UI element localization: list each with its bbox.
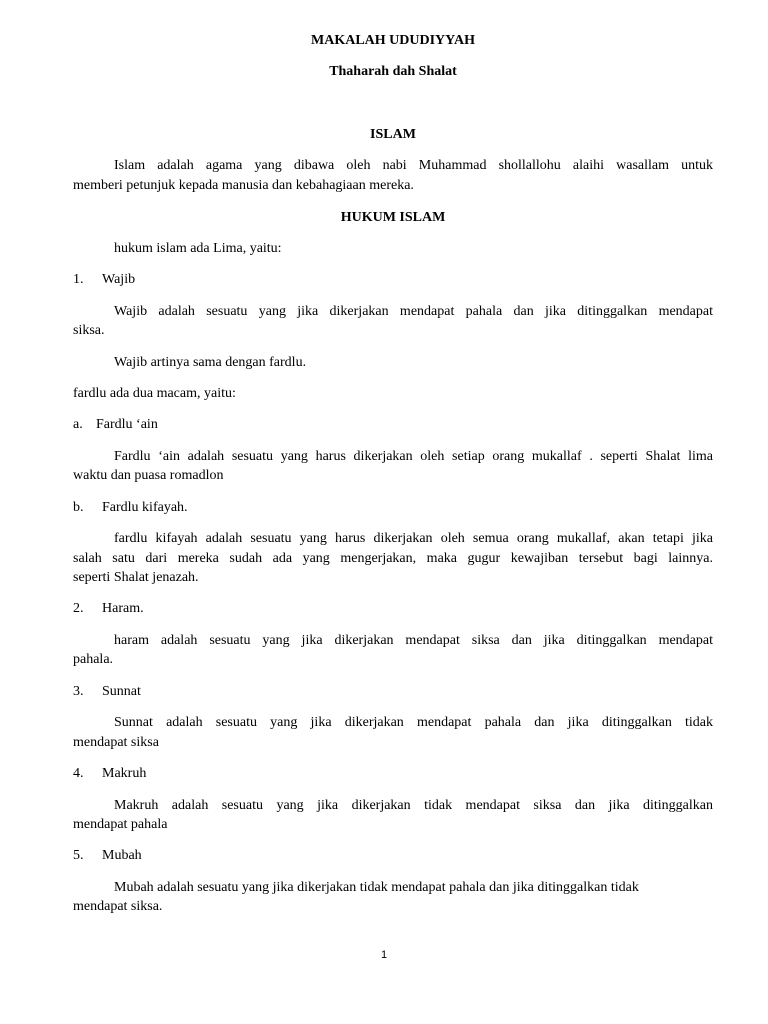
list-label: Fardlu ‘ain [96,417,158,432]
list-number: 3. [73,684,84,699]
fardlu-kinds-intro: fardlu ada dua macam, yaitu: [73,386,236,401]
paragraph-islam-line-1: Islam adalah agama yang dibawa oleh nabi Muhammad shollallohu alaihi wasallam untuk [114,158,713,173]
list-letter: a. [73,417,83,432]
list-letter: b. [73,500,84,515]
list-number: 5. [73,848,84,863]
list-number: 4. [73,766,84,781]
heading-islam: ISLAM [370,127,416,142]
heading-hukum-islam: HUKUM ISLAM [340,210,446,225]
list-label: Wajib [102,272,136,287]
list-label: Haram. [102,601,144,616]
document-title: MAKALAH UDUDIYYAH [311,33,475,48]
haram-line-1: haram adalah sesuatu yang jika dikerjakan mendapat siksa dan jika ditinggalkan mendapat [114,633,713,648]
document-subtitle: Thaharah dah Shalat [329,64,457,79]
sunnat-line-1: Sunnat adalah sesuatu yang jika dikerjakan mendapat pahala dan jika ditinggalkan tidak [114,715,713,730]
mubah-line-2: mendapat siksa. [73,899,163,914]
fardlu-kifayah-line-1: fardlu kifayah adalah sesuatu yang harus dikerjakan oleh semua orang mukallaf, akan tetapi jika [114,531,713,546]
hukum-intro: hukum islam ada Lima, yaitu: [114,241,282,256]
fardlu-kifayah-line-2: salah satu dari mereka sudah ada yang mengerjakan, maka gugur kewajiban tersebut bagi lainnya. [73,551,713,566]
wajib-synonym: Wajib artinya sama dengan fardlu. [114,355,307,370]
list-label: Sunnat [102,684,141,699]
sunnat-line-2: mendapat siksa [73,735,159,750]
page-number: 1 [380,949,388,961]
fardlu-kifayah-line-3: seperti Shalat jenazah. [73,570,199,585]
fardlu-ain-line-2: waktu dan puasa romadlon [73,468,224,483]
list-number: 2. [73,601,84,616]
fardlu-ain-line-1: Fardlu ‘ain adalah sesuatu yang harus dikerjakan oleh setiap orang mukallaf . seperti Shalat lima [114,449,713,464]
wajib-definition-line-1: Wajib adalah sesuatu yang jika dikerjakan mendapat pahala dan jika ditinggalkan mendapat [114,304,713,319]
list-label: Mubah [102,848,142,863]
wajib-definition-line-2: siksa. [73,323,105,338]
makruh-line-2: mendapat pahala [73,817,168,832]
list-number: 1. [73,272,84,287]
paragraph-islam-line-2: memberi petunjuk kepada manusia dan kebahagiaan mereka. [73,178,414,193]
mubah-line-1: Mubah adalah sesuatu yang jika dikerjakan tidak mendapat pahala dan jika ditinggalkan tidak [114,880,639,895]
list-label: Fardlu kifayah. [102,500,188,515]
list-label: Makruh [102,766,147,781]
haram-line-2: pahala. [73,652,114,667]
makruh-line-1: Makruh adalah sesuatu yang jika dikerjakan tidak mendapat siksa dan jika ditinggalkan [114,798,713,813]
